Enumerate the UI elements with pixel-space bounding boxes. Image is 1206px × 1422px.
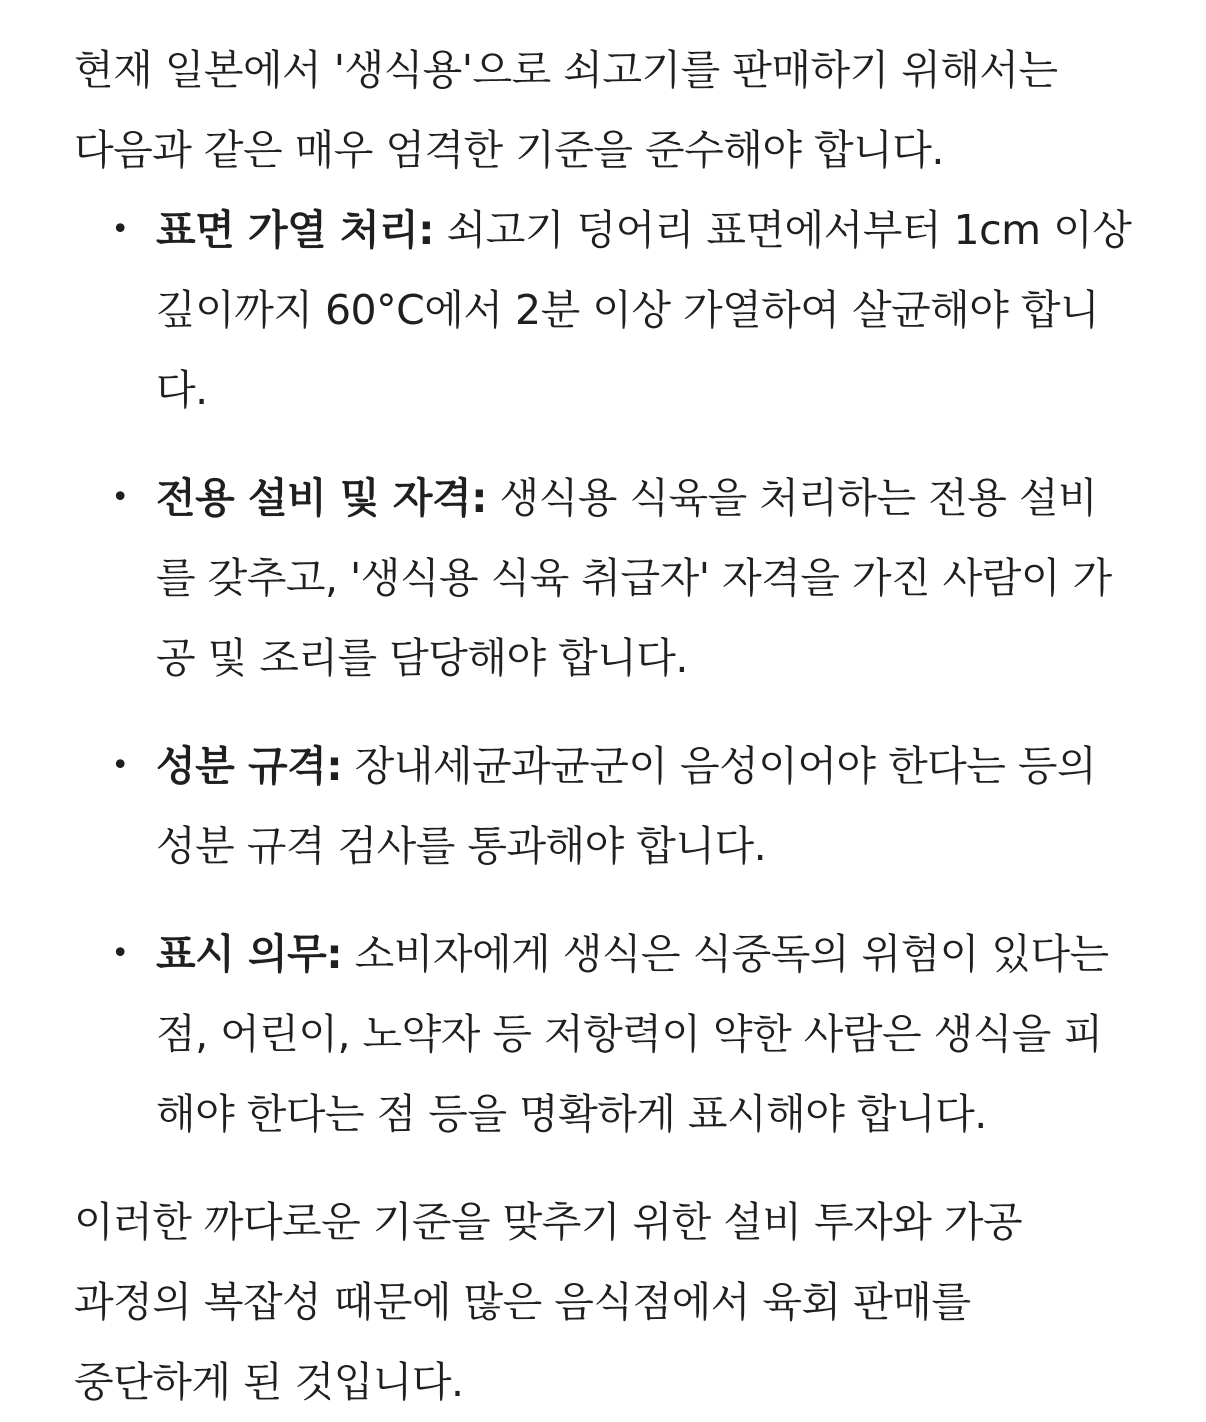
criterion-text: 생식용 식육을 처리하는 전용 설비를 갖추고, '생식용 식육 취급자' 자격을 가진 사람이 가공 및 조리를 담당해야 합니다.: [156, 474, 1112, 682]
criterion-term: 표면 가열 처리:: [156, 206, 435, 254]
criterion-term: 전용 설비 및 자격:: [156, 474, 487, 522]
list-item: [74, 914, 1136, 1154]
list-item: [74, 190, 1136, 430]
criteria-list: [74, 190, 1136, 1154]
list-item: [74, 458, 1136, 698]
bullet-icon: •: [111, 936, 129, 971]
bullet-icon: •: [111, 212, 129, 247]
bullet-icon: •: [111, 748, 129, 783]
criteria-list-wrapper: [74, 190, 1136, 1154]
bullet-icon: •: [111, 480, 129, 515]
intro-paragraph: 현재 일본에서 '생식용'으로 쇠고기를 판매하기 위해서는 다음과 같은 매우 엄격한 기준을 준수해야 합니다.: [74, 46, 1058, 174]
criterion-text: 쇠고기 덩어리 표면에서부터 1cm 이상 깊이까지 60°C에서 2분 이상 가열하여 살균해야 합니다.: [156, 206, 1132, 414]
criterion-text: 장내세균과균군이 음성이어야 한다는 등의 성분 규격 검사를 통과해야 합니다.: [156, 742, 1097, 870]
list-item: [74, 726, 1136, 886]
criterion-term: 표시 의무:: [156, 930, 343, 978]
criterion-term: 성분 규격:: [156, 742, 343, 790]
criterion-text: 소비자에게 생식은 식중독의 위험이 있다는 점, 어린이, 노약자 등 저항력이 약한 사람은 생식을 피해야 한다는 점 등을 명확하게 표시해야 합니다.: [156, 930, 1109, 1138]
conclusion-paragraph: 이러한 까다로운 기준을 맞추기 위한 설비 투자와 가공 과정의 복잡성 때문에 많은 음식점에서 육회 판매를 중단하게 된 것입니다.: [74, 1198, 1023, 1406]
